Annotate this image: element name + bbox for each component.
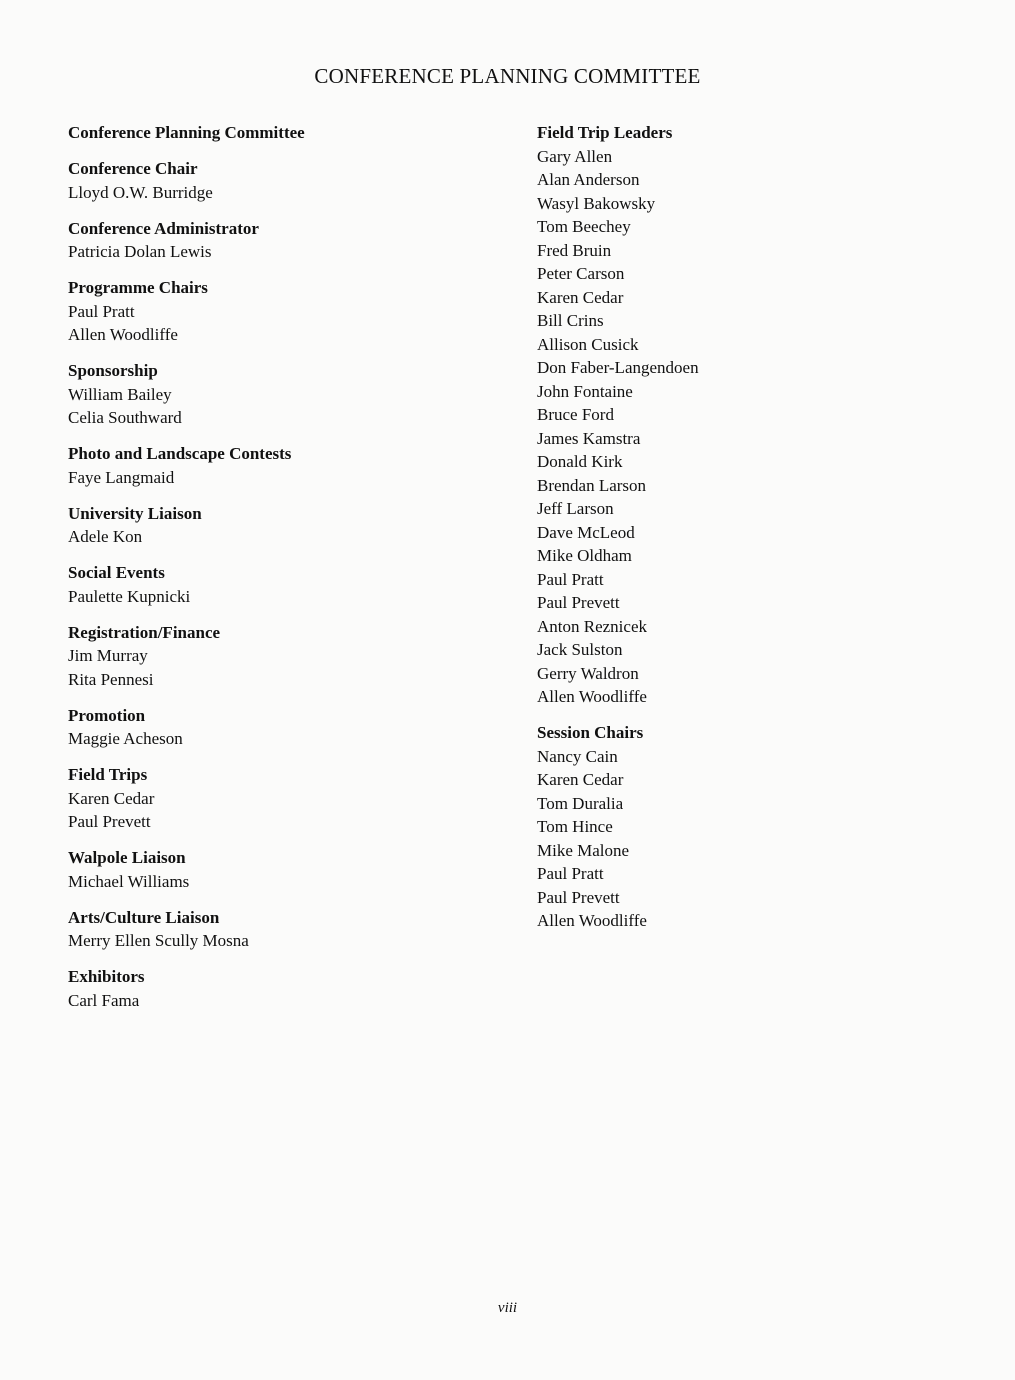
section-title: Field Trip Leaders [537, 123, 673, 142]
section-title: Exhibitors [68, 967, 145, 986]
member-name: Paul Pratt [537, 864, 604, 883]
member-name: Mike Oldham [537, 546, 632, 565]
member-name: Gerry Waldron [537, 663, 639, 683]
member-name: John Fontaine [537, 381, 633, 401]
member-name: Gary Allen [537, 146, 613, 166]
member-name: Celia Southward [68, 408, 182, 427]
right-sections [537, 121, 957, 933]
member-name: Don Faber-Langendoen [537, 358, 699, 377]
member-name: Allen Woodliffe [537, 687, 647, 706]
committee-section [68, 502, 488, 549]
committee-section [68, 561, 488, 608]
member-name: William Bailey [68, 384, 172, 404]
member-name: Karen Cedar [537, 287, 624, 307]
page-title: CONFERENCE PLANNING COMMITTEE [314, 64, 701, 88]
committee-section [68, 359, 488, 430]
member-name: Tom Duralia [537, 793, 624, 813]
committee-section [537, 721, 957, 933]
member-name: Karen Cedar [68, 788, 155, 808]
section-title: Arts/Culture Liaison [68, 907, 220, 927]
section-title: University Liaison [68, 503, 202, 523]
member-name: Patricia Dolan Lewis [68, 242, 212, 261]
section-title: Registration/Finance [68, 622, 221, 642]
section-title: Conference Administrator [68, 218, 259, 238]
member-name: Michael Williams [68, 871, 190, 891]
member-name: Paul Pratt [537, 569, 604, 589]
member-name: Paulette Kupnicki [68, 586, 191, 606]
member-name: Jeff Larson [537, 499, 614, 518]
member-name: Carl Fama [68, 990, 140, 1010]
member-name: Rita Pennesi [68, 669, 154, 689]
member-name: Merry Ellen Scully Mosna [68, 931, 249, 950]
member-name: Karen Cedar [537, 770, 624, 789]
committee-section [68, 442, 488, 489]
member-name: Mike Malone [537, 840, 630, 860]
member-name: Fred Bruin [537, 240, 612, 260]
committee-section [68, 157, 488, 204]
section-title: Walpole Liaison [68, 848, 186, 867]
member-name: Paul Prevett [537, 593, 620, 612]
committee-section [68, 217, 488, 264]
member-name: Peter Carson [537, 264, 625, 283]
member-name: Tom Beechey [537, 217, 631, 236]
member-name: Bruce Ford [537, 405, 614, 424]
right-column [537, 121, 957, 933]
committee-section [537, 121, 957, 709]
committee-section [68, 846, 488, 893]
member-name: Maggie Acheson [68, 729, 183, 748]
member-name: Lloyd O.W. Burridge [68, 182, 213, 202]
section-title: Session Chairs [537, 723, 644, 742]
member-name: Paul Pratt [68, 301, 135, 321]
member-name: Donald Kirk [537, 452, 623, 471]
committee-section [68, 965, 488, 1012]
left-sections [68, 157, 488, 1012]
member-name: Jim Murray [68, 646, 148, 665]
member-name: Paul Prevett [537, 887, 620, 907]
member-name: Adele Kon [68, 527, 143, 546]
section-title: Promotion [68, 705, 146, 725]
member-name: Anton Reznicek [537, 616, 647, 636]
member-name: Alan Anderson [537, 170, 640, 189]
member-name: Allison Cusick [537, 334, 639, 354]
member-name: Dave McLeod [537, 522, 635, 542]
member-name: Allen Woodliffe [537, 911, 647, 930]
committee-section [68, 763, 488, 834]
member-name: Paul Prevett [68, 812, 151, 831]
member-name: James Kamstra [537, 428, 641, 448]
member-name: Wasyl Bakowsky [537, 193, 656, 213]
member-name: Faye Langmaid [68, 467, 175, 487]
member-name: Bill Crins [537, 311, 604, 330]
member-name: Jack Sulston [537, 640, 623, 659]
page-number: viii [497, 1300, 518, 1316]
member-name: Tom Hince [537, 817, 613, 836]
member-name: Nancy Cain [537, 746, 618, 766]
committee-section [68, 704, 488, 751]
left-column [68, 121, 488, 1012]
member-name: Brendan Larson [537, 475, 647, 495]
section-title: Photo and Landscape Contests [68, 444, 292, 463]
member-name: Allen Woodliffe [68, 325, 178, 344]
committee-heading: Conference Planning Committee [68, 123, 305, 142]
section-title: Sponsorship [68, 361, 158, 380]
section-title: Field Trips [68, 765, 148, 784]
committee-section [68, 621, 488, 692]
committee-section [68, 906, 488, 953]
section-title: Social Events [68, 563, 165, 582]
section-title: Programme Chairs [68, 278, 208, 297]
section-title: Conference Chair [68, 159, 198, 178]
committee-section [68, 276, 488, 347]
